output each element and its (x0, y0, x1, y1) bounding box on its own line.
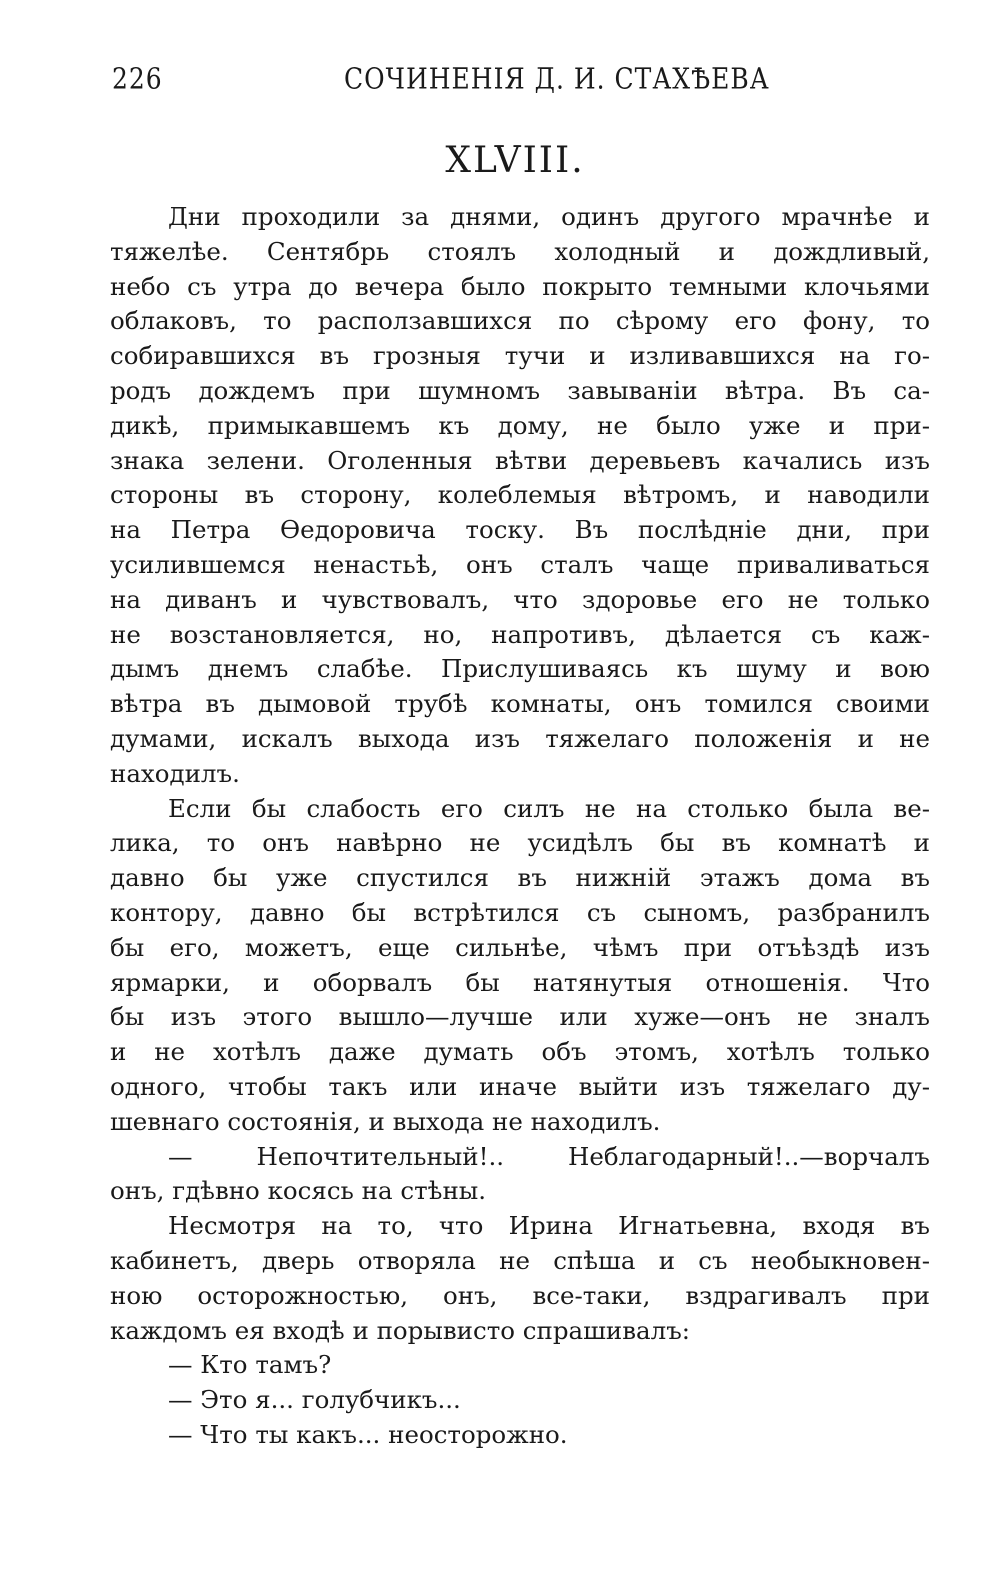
text-line: и не хотѣлъ даже думать объ этомъ, хотѣлъ только (110, 1037, 930, 1067)
text-line: думами, искалъ выхода изъ тяжелаго положенія и не (110, 723, 930, 753)
text-line: знака зелени. Оголенныя вѣтви деревьевъ качались изъ (110, 445, 930, 475)
chapter-heading: XLVIII. (445, 140, 585, 181)
text-line: родъ дождемъ при шумномъ завываніи вѣтра. Въ са- (110, 375, 930, 405)
text-line: находилъ. (110, 758, 240, 788)
text-line: каждомъ ея входѣ и порывисто спрашивалъ: (110, 1315, 691, 1345)
text-line: бы его, можетъ, еще сильнѣе, чѣмъ при отъѣздѣ изъ (110, 932, 930, 962)
text-line: — Это я... голубчикъ... (168, 1385, 461, 1415)
text-line: — Непочтительный!.. Неблагодарный!..—ворчалъ (168, 1141, 930, 1171)
text-line: на диванъ и чувствовалъ, что здоровье его не только (110, 584, 930, 614)
text-line: ярмарки, и оборвалъ бы натянутыя отношенія. Что (110, 967, 930, 997)
text-line: Несмотря на то, что Ирина Игнатьевна, входя въ (168, 1211, 930, 1241)
text-line: шевнаго состоянія, и выхода не находилъ. (110, 1106, 661, 1136)
text-line: на Петра Өедоровича тоску. Въ послѣдніе дни, при (110, 515, 930, 545)
text-line: контору, давно бы встрѣтился съ сыномъ, разбранилъ (110, 897, 930, 927)
text-line: лика, то онъ навѣрно не усидѣлъ бы въ комнатѣ и (110, 828, 930, 858)
text-line: собиравшихся въ грозныя тучи и изливавшихся на го- (110, 341, 930, 371)
page-number: 226 (112, 62, 163, 96)
text-line: ною осторожностью, онъ, все-таки, вздрагивалъ при (110, 1280, 930, 1310)
text-line: одного, чтобы такъ или иначе выйти изъ тяжелаго ду- (110, 1071, 930, 1101)
text-line: кабинетъ, дверь отворяла не спѣша и съ необыкновен- (110, 1245, 930, 1275)
text-line: — Кто тамъ? (168, 1350, 332, 1380)
text-line: стороны въ сторону, колеблемыя вѣтромъ, и наводили (110, 480, 930, 510)
text-line: онъ, гдѣвно косясь на стѣны. (110, 1176, 487, 1206)
running-head (112, 62, 822, 102)
text-line: облаковъ, то расползавшихся по сѣрому его фону, то (110, 306, 930, 336)
text-line: тяжелѣе. Сентябрь стоялъ холодный и дождливый, (110, 236, 930, 266)
text-line: вѣтра въ дымовой трубѣ комнаты, онъ томился своими (110, 689, 930, 719)
text-line: бы изъ этого вышло—лучше или хуже—онъ не зналъ (110, 1002, 930, 1032)
body-text (110, 200, 930, 1453)
text-line: Если бы слабость его силъ не на столько была ве- (168, 793, 930, 823)
text-line: небо съ утра до вечера было покрыто темными клочьями (110, 271, 930, 301)
running-title: СОЧИНЕНІЯ Д. И. СТАХѢЕВА (344, 62, 770, 96)
text-line: — Что ты какъ... неосторожно. (168, 1419, 568, 1449)
text-line: дикѣ, примыкавшемъ къ дому, не было уже и при- (110, 410, 930, 440)
text-line: Дни проходили за днями, одинъ другого мрачнѣе и (168, 202, 930, 231)
text-line: дымъ днемъ слабѣе. Прислушиваясь къ шуму и вою (110, 654, 930, 684)
text-line: не возстановляется, но, напротивъ, дѣлается съ каж- (110, 619, 930, 649)
text-line: давно бы уже спустился въ нижній этажъ дома въ (110, 863, 930, 893)
text-line: усилившемся ненастьѣ, онъ сталъ чаще приваливаться (110, 549, 930, 579)
